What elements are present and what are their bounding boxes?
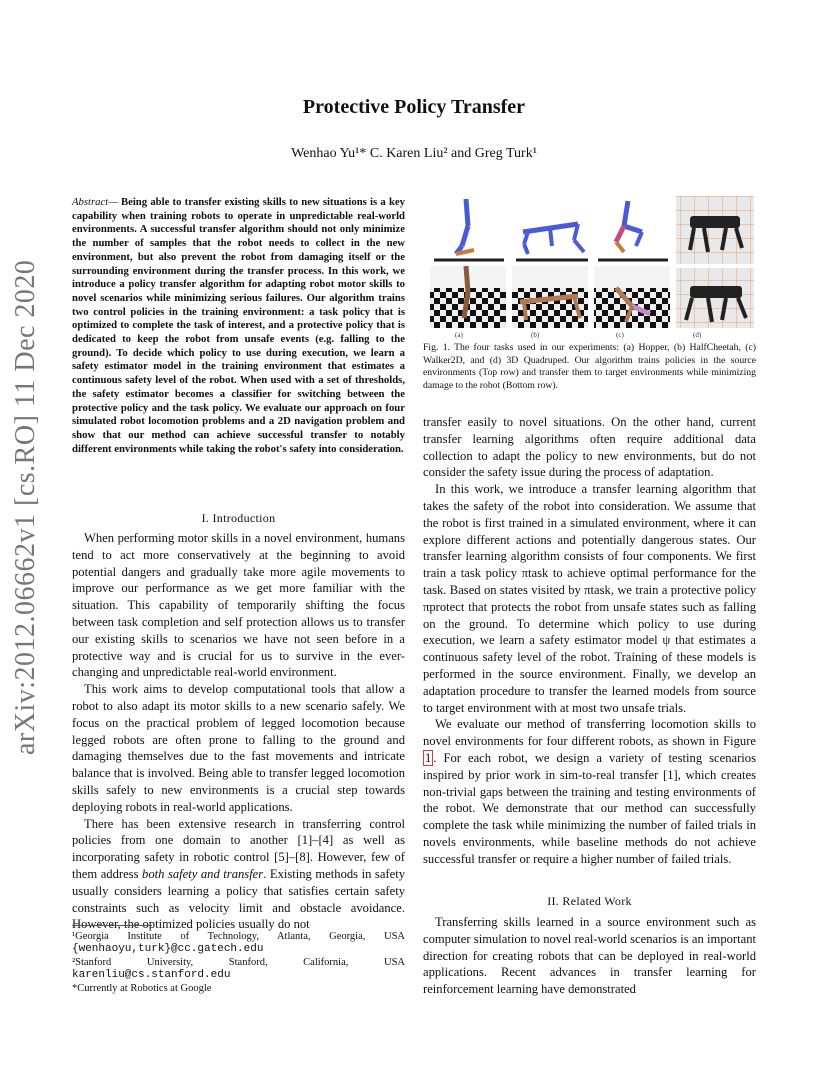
figure-1 xyxy=(428,196,756,342)
figure-1-illustration xyxy=(428,196,756,342)
intro-paragraph-3 xyxy=(72,816,405,934)
halfcheetah-source-figure xyxy=(516,224,588,260)
intro-body xyxy=(72,530,405,933)
right-paragraph-2: In this work, we introduce a transfer learning algorithm that takes the safety of the robot into consideration. We assume that the robot is first trained in a simulated environment, where it can explore different actions and potentially dangerous states. Our transfer learning algorithm consists of four components. We first train a task policy πtask to achieve optimal performance for the task. Based on states visited by πtask, we train a protective policy πprotect that protects the robot from unsafe states such as falling on the ground. To determine which policy to use during execution, we learn a safety estimator model ψ that estimates a continuous safety level of the robot. Training of these models is performed in the source environment. Finally, we develop an adaptation procedure to transfer the learned models from source to target environment with at most two unsafe trials. xyxy=(423,482,756,715)
footnotes xyxy=(72,930,405,995)
right-paragraph-3-b: . For each robot, we design a variety of testing scenarios inspired by prior work in sim-to-real transfer [1], which creates non-trivial gaps between the training and testing environments of the robot. We demonstrate that our method can successfully complete the task while minimizing the number of failed trials in novels environments, while baseline methods do not achieve successful transfer or require a higher number of failed trials. xyxy=(423,750,756,866)
footnote-1-email: {wenhaoyu,turk}@cc.gatech.edu xyxy=(72,943,264,955)
arxiv-watermark: arXiv:2012.06662v1 [cs.RO] 11 Dec 2020 xyxy=(10,259,41,755)
right-paragraph-3 xyxy=(423,716,756,867)
intro-paragraph-3-b: . Existing methods in safety usually considers learning a policy that satisfies certain safety constraints such as velocity limit and obstacle avoidance. However, the optimized policies usually do not xyxy=(72,866,406,932)
walker2d-target-figure xyxy=(594,266,670,328)
section-introduction-heading: I. Introduction xyxy=(201,511,276,525)
right-column-body xyxy=(423,414,756,868)
footnote-3: *Currently at Robotics at Google xyxy=(72,983,212,994)
footnote-rule xyxy=(72,925,152,926)
hopper-source-figure xyxy=(434,199,504,260)
intro-paragraph-1: When performing motor skills in a novel environment, humans tend to act more conservatively at the beginning to avoid potential dangers and gradually take more agile movements to improve our performance as we get more familiar with the situation. This capability of temporarily shifting the focus between task completion and self protection allows us to transfer our existing skills to scenarios we have not seen before in a protective way and is crucial for us to survive in the ever-changing and unpredictable real-world environment. xyxy=(72,531,405,680)
quadruped-target-figure xyxy=(676,268,754,328)
related-work-body xyxy=(423,914,756,998)
footnote-2-email: karenliu@cs.stanford.edu xyxy=(72,969,231,981)
halfcheetah-target-figure xyxy=(512,266,588,328)
abstract-label: Abstract— xyxy=(72,196,118,208)
abstract-text: Being able to transfer existing skills to new situations is a key capability when training robots to operate in unpredictable real-world environments. A successful transfer algorithm should not only minimize the number of samples that the robot needs to collect in the new environment, but also prevent the robot from damaging itself or the surrounding environment during the transfer process. In this work, we introduce a policy transfer algorithm for adapting robot motor skills to novel scenarios while minimizing serious failures. Our algorithm trains two control policies in the training environment: a task policy that is optimized to complete the task of interest, and a protective policy that is dedicated to keep the robot from unsafe events (e.g. falling to the ground). To decide which policy to use during execution, we learn a safety estimator model in the training environment that estimates a continuous safety level of the robot. When used with a set of thresholds, the safety estimator becomes a classifier for switching between the protective policy and the task policy. We evaluate our approach on four simulated robot locomotion problems and a 2D navigation problem and show that our method can achieve successful transfer to notably different environments while taking the robot's safety into consideration. xyxy=(72,196,406,455)
quadruped-source-figure xyxy=(676,196,754,264)
footnote-1: ¹Georgia Institute of Technology, Atlanta, Georgia, USA xyxy=(72,931,405,942)
section-related-work-heading: II. Related Work xyxy=(547,894,632,908)
paper-title: Protective Policy Transfer xyxy=(302,96,526,118)
walker2d-source-figure xyxy=(598,201,668,260)
figure-sublabel-a: (a) xyxy=(455,331,463,339)
figure-1-caption: Fig. 1. The four tasks used in our experiments: (a) Hopper, (b) HalfCheetah, (c) Walker2D, and (d) 3D Quadruped. Our algorithm trains policies in the source environments (Top row) and transfer them to target environments while minimizing damage to the robot (Bottom row). xyxy=(423,342,756,391)
paper-authors: Wenhao Yu¹* C. Karen Liu² and Greg Turk¹ xyxy=(291,146,537,161)
intro-paragraph-3-a: There has been extensive research in transferring control policies from one domain to another [1]–[4] as well as incorporating safety in robotic control [5]–[8]. However, few of them address xyxy=(72,816,405,881)
right-paragraph-3-a: We evaluate our method of transferring locomotion skills to novel environments for four different robots, as shown in Figure xyxy=(423,717,756,749)
hopper-target-figure xyxy=(430,266,506,328)
right-paragraph-1: transfer easily to novel situations. On the other hand, current transfer learning algorithms often require additional data collection to adapt the policy to new environments, but do not consider the safety issue during the process of adaptation. xyxy=(423,415,756,480)
intro-paragraph-3-emphasis: both safety and transfer xyxy=(142,866,264,881)
figure-sublabel-d: (d) xyxy=(693,331,702,339)
figure-sublabel-b: (b) xyxy=(531,331,540,339)
figure-1-link[interactable]: 1 xyxy=(425,750,432,765)
intro-paragraph-2: This work aims to develop computational tools that allow a robot to also adapt its motor skills to a new scenario safely. We focus on the practical problem of legged locomotion because legged robots are often prone to falling to the ground and damaging themselves due to the fast movements and intricate balance that is involved. Being able to transfer legged locomotion skills safely to new environments is a crucial step towards deploying robots in real-world applications. xyxy=(72,682,405,814)
footnote-2: ²Stanford University, Stanford, California, USA xyxy=(72,957,405,968)
related-work-paragraph-1: Transferring skills learned in a source environment such as computer simulation to novel real-world scenarios is an important direction for creating robots that can be deployed in real-world applications. Recent advances in transfer learning for reinforcement learning have demonstrated xyxy=(423,915,756,997)
abstract xyxy=(72,196,405,456)
figure-sublabel-c: (c) xyxy=(616,331,624,339)
